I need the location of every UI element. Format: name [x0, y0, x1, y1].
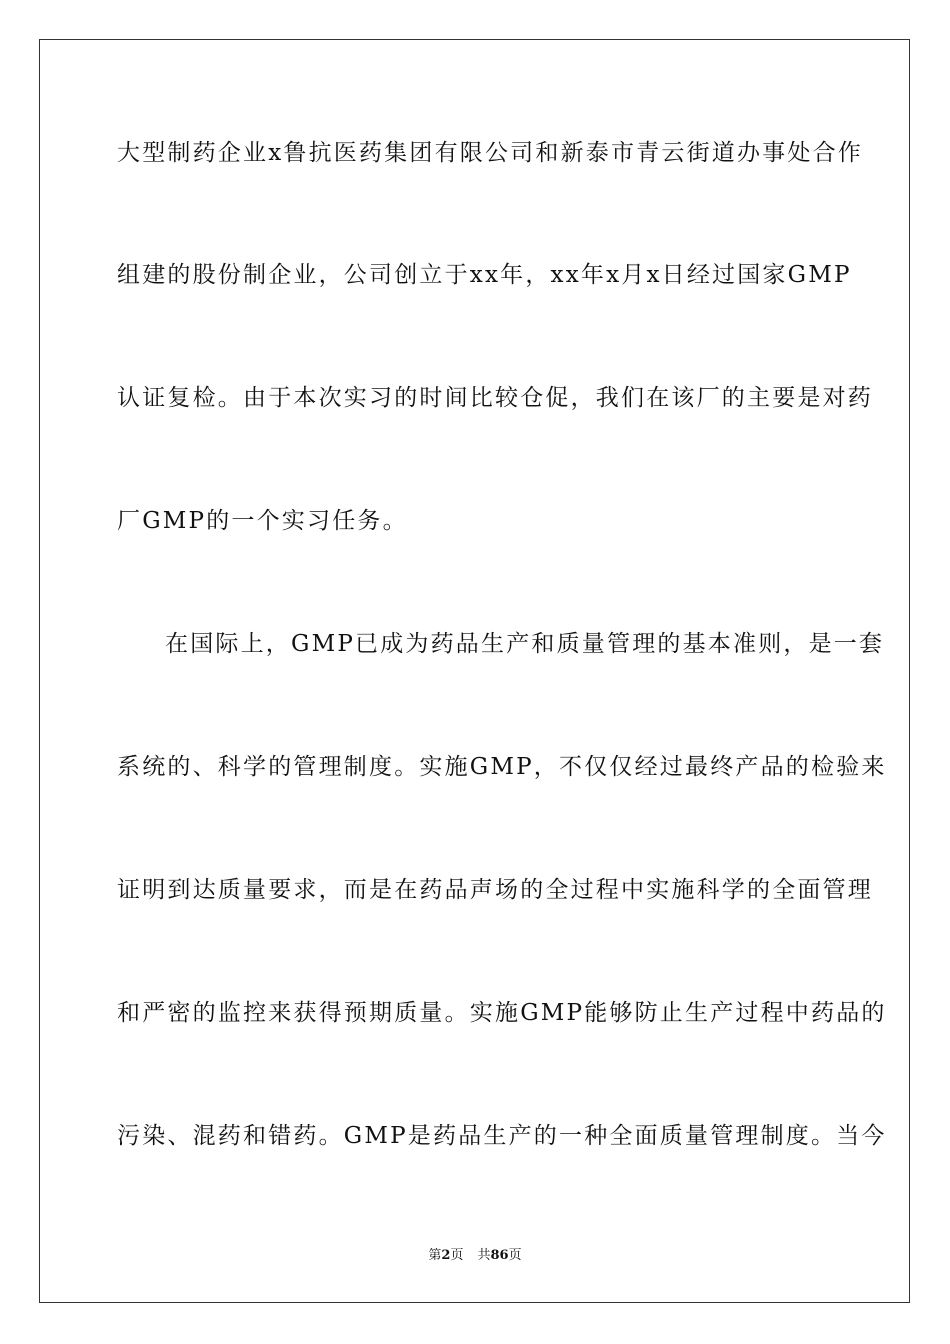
- text-line: 组建的股份制企业，公司创立于xx年，xx年x月x日经过国家GMP: [117, 262, 852, 288]
- page-border: [39, 39, 910, 1303]
- page-footer: [0, 1248, 950, 1264]
- text-line: 污染、混药和错药。GMP是药品生产的一种全面质量管理制度。当今: [117, 1123, 887, 1149]
- text-line: 系统的、科学的管理制度。实施GMP，不仅仅经过最终产品的检验来: [117, 754, 887, 780]
- text-line: 和严密的监控来获得预期质量。实施GMP能够防止生产过程中药品的: [117, 1000, 887, 1026]
- text-line: 在国际上，GMP已成为药品生产和质量管理的基本准则，是一套: [165, 631, 885, 657]
- total-pages: 86: [490, 1248, 509, 1263]
- total-prefix: 共: [477, 1248, 491, 1263]
- text-line: 厂GMP的一个实习任务。: [117, 508, 408, 534]
- page-suffix: 页: [450, 1248, 464, 1263]
- text-line: 认证复检。由于本次实习的时间比较仓促，我们在该厂的主要是对药: [117, 385, 873, 411]
- text-line: 大型制药企业x鲁抗医药集团有限公司和新泰市青云街道办事处合作: [117, 140, 863, 166]
- page-prefix: 第: [428, 1248, 442, 1263]
- page-number: 2: [441, 1248, 451, 1263]
- total-suffix: 页: [508, 1248, 522, 1263]
- text-line: 证明到达质量要求，而是在药品声场的全过程中实施科学的全面管理: [117, 877, 873, 903]
